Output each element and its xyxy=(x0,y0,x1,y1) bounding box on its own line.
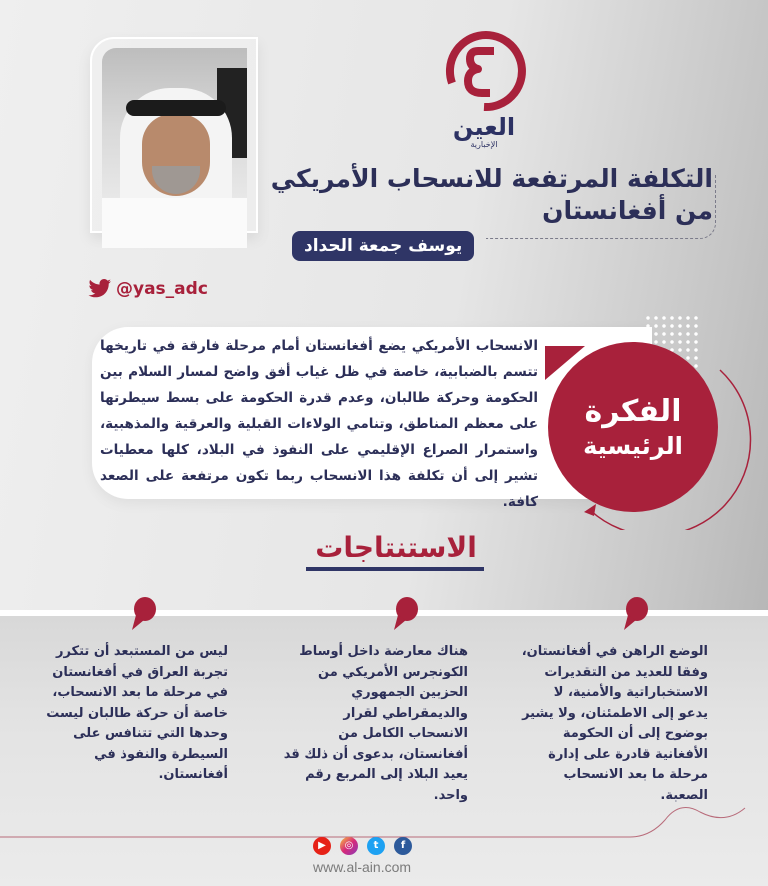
website-link[interactable]: www.al-ain.com xyxy=(313,859,412,875)
al-ain-emblem-icon xyxy=(440,27,528,115)
twitter-bird-icon xyxy=(88,279,112,299)
article-title xyxy=(253,163,713,227)
instagram-icon[interactable]: ◎ xyxy=(340,837,358,855)
youtube-icon[interactable]: ▶ xyxy=(313,837,331,855)
conclusion-item-2: هناك معارضة داخل أوساط الكونجرس الأمريكي من الحزبين الجمهوري والديمقراطي لقرار الانسحاب الكامل من أفغانستان، بدعوى أن ذلك قد يعيد البلاد إلى المربع رقم واحد. xyxy=(283,644,468,803)
conclusions-title: الاستنتاجات xyxy=(315,531,477,564)
author-name-badge: يوسف جمعة الحداد xyxy=(292,231,474,261)
facebook-icon[interactable]: f xyxy=(394,837,412,855)
twitter-icon[interactable]: t xyxy=(367,837,385,855)
twitter-handle-text: @yas_adc xyxy=(116,279,208,299)
author-photo xyxy=(102,48,247,248)
social-links xyxy=(313,837,412,855)
al-ain-logo xyxy=(440,27,528,155)
conclusions-underline xyxy=(306,567,484,571)
logo-subtext: الإخبارية xyxy=(470,140,498,149)
speech-bubble-icon xyxy=(130,597,156,631)
title-line-2: من أفغانستان xyxy=(542,196,713,225)
conclusion-item-3: ليس من المستبعد أن تتكرر تجربة العراق في أفغانستان في مرحلة ما بعد الانسحاب، خاصة أن حركة طالبان ليست وحدها التي تتنافس على السيطرة والنفوذ في أفغانستان. xyxy=(46,644,228,782)
logo-text: العين xyxy=(452,113,516,141)
speech-bubble-icon xyxy=(392,597,418,631)
main-idea-label-2: الرئيسية xyxy=(583,432,683,460)
circular-arrow-icon xyxy=(560,360,760,530)
title-line-1: التكلفة المرتفعة للانسحاب الأمريكي xyxy=(270,164,713,193)
conclusion-item-1: الوضع الراهن في أفغانستان، وفقا للعديد من التقديرات الاستخباراتية والأمنية، لا يدعو إلى الاطمئنان، ولا يشير بوضوح إلى أن الحكومة الأفغانية قادرة على إدارة مرحلة ما بعد الانسحاب الصعبة. xyxy=(521,644,708,803)
main-idea-label-1: الفكرة xyxy=(584,394,682,429)
main-idea-text: الانسحاب الأمريكي يضع أفغانستان أمام مرحلة فارقة في تاريخها تتسم بالضبابية، خاصة في ظل غياب أفق واضح لمسار السلام بين الحكومة وحركة طالبان، وعدم قدرة الحكومة على بسط سيطرتها على معظم المناطق، وتنامي الولاءات القبلية والعرقية والمذهبية، واستمرار الصراع الإقليمي على النفوذ في البلاد، كلها معطيات تشير إلى أن تكلفة هذا الانسحاب ربما تكون مرتفعة على الصعد كافة. xyxy=(100,338,538,510)
twitter-handle[interactable] xyxy=(88,279,208,299)
speech-bubble-icon xyxy=(622,597,648,631)
